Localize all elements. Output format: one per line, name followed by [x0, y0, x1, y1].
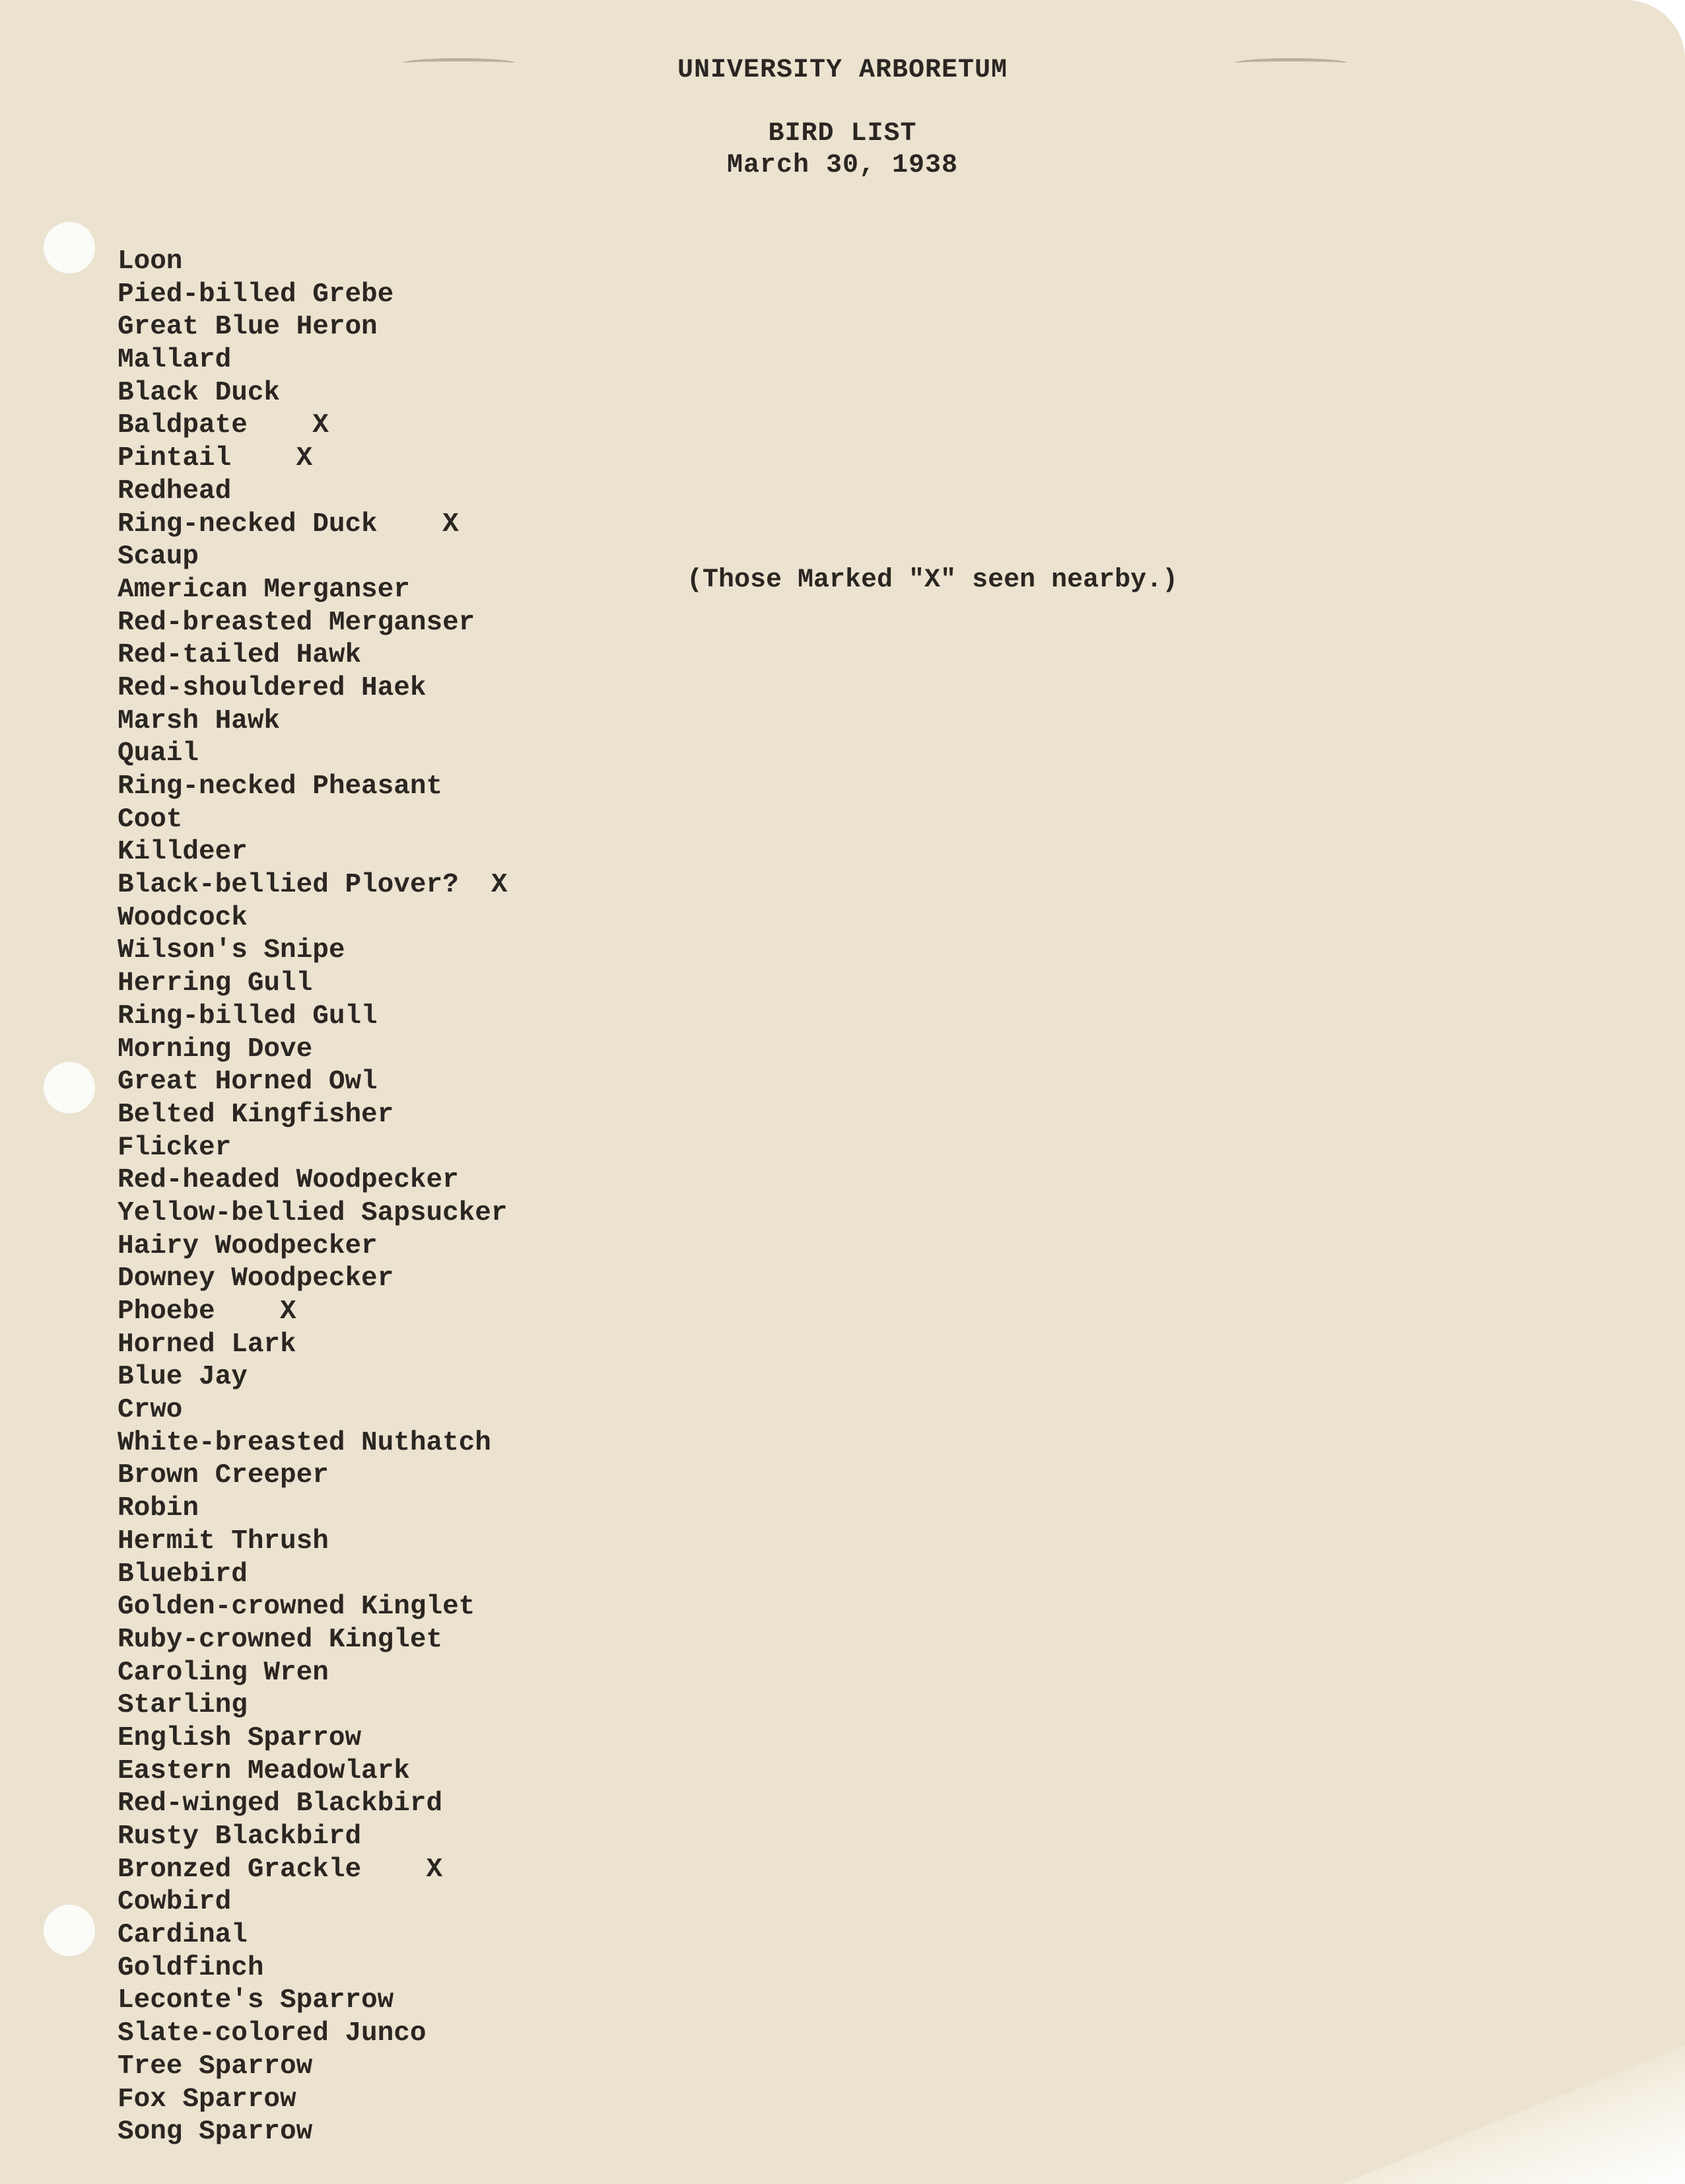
bird-list-item: Fox Sparrow — [118, 2084, 296, 2115]
punch-hole-bottom — [44, 1905, 95, 1956]
bird-list-item: Ruby-crowned Kinglet — [118, 1624, 443, 1655]
bird-list-item: Great Horned Owl — [118, 1067, 378, 1098]
bird-list-item: Horned Lark — [118, 1329, 296, 1360]
bird-list-item: Robin — [118, 1493, 199, 1524]
bird-list-item: Bronzed Grackle X — [118, 1854, 443, 1885]
bird-list-item: Blue Jay — [118, 1362, 248, 1393]
bird-list-item: English Sparrow — [118, 1722, 362, 1753]
bird-list-item: Red-breasted Merganser — [118, 607, 475, 638]
bird-list-item: Ring-necked Duck X — [118, 509, 459, 540]
bird-list-item: Starling — [118, 1690, 248, 1721]
bird-list-item: Rusty Blackbird — [118, 1821, 362, 1852]
bird-list-item: Mallard — [118, 345, 232, 376]
bird-list-item: Baldpate X — [118, 410, 329, 441]
document-title: BIRD LIST — [768, 119, 917, 149]
bird-list-item: Downey Woodpecker — [118, 1263, 394, 1294]
bird-list-item: Black-bellied Plover? X — [118, 870, 508, 901]
bird-list-item: Red-tailed Hawk — [118, 640, 362, 671]
bird-list-item: Cardinal — [118, 1920, 248, 1951]
bird-list-item: Slate-colored Junco — [118, 2018, 427, 2049]
bird-list-item: Pied-billed Grebe — [118, 279, 394, 310]
bird-list-item: White-breasted Nuthatch — [118, 1427, 491, 1458]
bird-list-item: Hairy Woodpecker — [118, 1230, 378, 1261]
bird-list-item: Coot — [118, 804, 183, 835]
bird-list-item: Hermit Thrush — [118, 1526, 329, 1557]
bird-list-item: Golden-crowned Kinglet — [118, 1592, 475, 1623]
bird-list-item: Wilson's Snipe — [118, 935, 345, 966]
bird-list-item: Woodcock — [118, 902, 248, 933]
bird-list-item: Phoebe X — [118, 1296, 296, 1327]
bird-list-item: Goldfinch — [118, 1952, 264, 1983]
bird-list-item: Ring-necked Pheasant — [118, 771, 443, 802]
institution-heading: UNIVERSITY ARBORETUM — [677, 55, 1008, 85]
bird-list-item: Leconte's Sparrow — [118, 1985, 394, 2016]
punch-hole-middle — [44, 1062, 95, 1113]
bird-list-item: Belted Kingfisher — [118, 1099, 394, 1130]
bird-list-item: American Merganser — [118, 574, 410, 605]
bird-list-item: Cowbird — [118, 1887, 232, 1918]
bird-list-item: Yellow-bellied Sapsucker — [118, 1197, 508, 1228]
legend-note: (Those Marked "X" seen nearby.) — [687, 565, 1179, 595]
bird-list-item: Red-winged Blackbird — [118, 1788, 443, 1819]
bird-list-item: Song Sparrow — [118, 2117, 313, 2148]
bird-list-item: Quail — [118, 738, 199, 769]
bird-list-item: Killdeer — [118, 837, 248, 868]
bird-list-item: Caroling Wren — [118, 1657, 329, 1688]
punch-hole-top — [44, 222, 95, 273]
bird-list-item: Great Blue Heron — [118, 312, 378, 343]
bird-list-item: Scaup — [118, 542, 199, 573]
document-date: March 30, 1938 — [726, 151, 959, 180]
bird-list-item: Pintail X — [118, 443, 313, 474]
bird-list — [118, 246, 508, 2149]
bird-list-item: Redhead — [118, 476, 232, 507]
bird-list-item: Red-shouldered Haek — [118, 672, 427, 703]
bird-list-item: Red-headed Woodpecker — [118, 1165, 459, 1196]
bird-list-item: Morning Dove — [118, 1034, 313, 1065]
bird-list-item: Loon — [118, 246, 183, 277]
bird-list-item: Herring Gull — [118, 968, 313, 999]
bird-list-item: Eastern Meadowlark — [118, 1755, 410, 1786]
bird-list-item: Bluebird — [118, 1559, 248, 1590]
bird-list-item: Tree Sparrow — [118, 2051, 313, 2082]
bird-list-item: Ring-billed Gull — [118, 1001, 378, 1032]
bird-list-item: Flicker — [118, 1132, 232, 1163]
bird-list-item: Brown Creeper — [118, 1460, 329, 1491]
bird-list-item: Crwo — [118, 1395, 183, 1426]
bird-list-item: Black Duck — [118, 377, 281, 408]
page-corner-curl — [1342, 2045, 1685, 2184]
bird-list-item: Marsh Hawk — [118, 705, 281, 736]
